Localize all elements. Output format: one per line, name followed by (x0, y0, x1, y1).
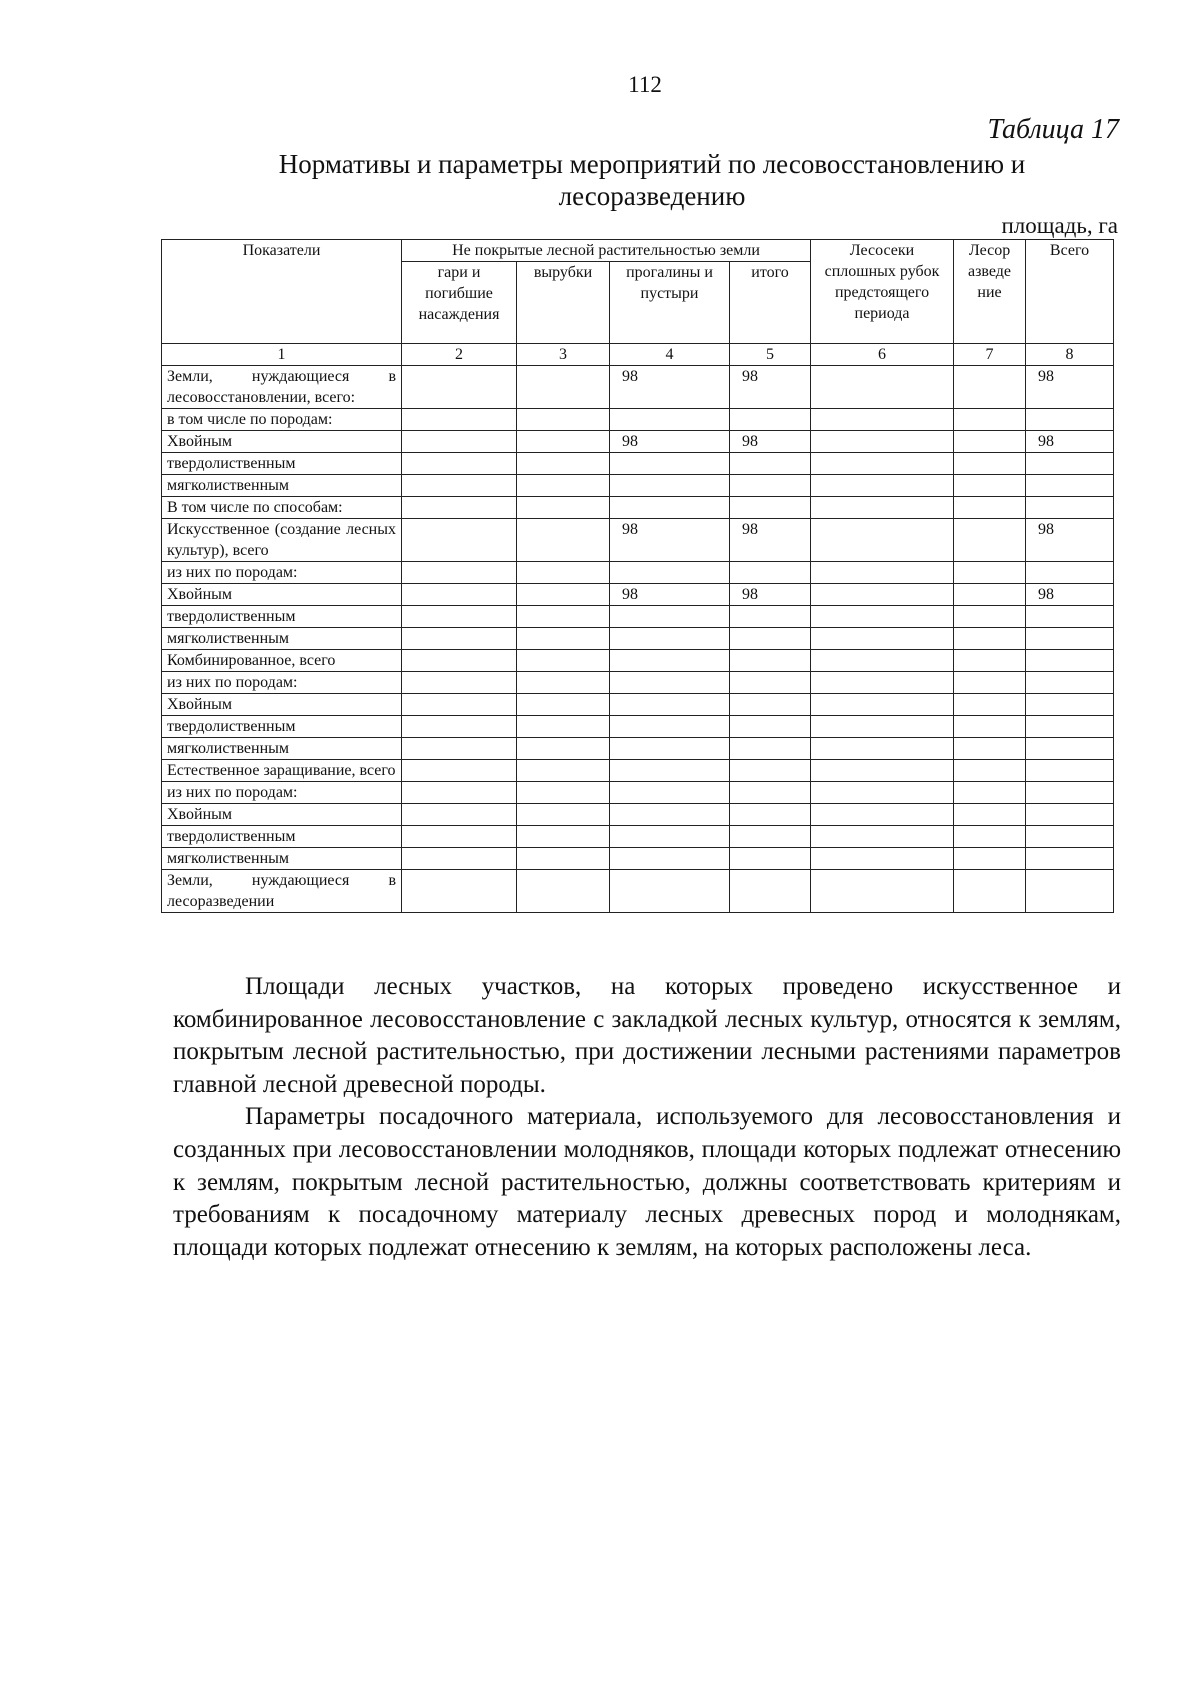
column-number: 3 (517, 344, 610, 366)
table-row (162, 409, 1114, 431)
table-row (162, 804, 1114, 826)
cell-value (517, 366, 610, 409)
cell-value (517, 606, 610, 628)
cell-value (730, 760, 811, 782)
row-label: Хвойным (162, 584, 402, 606)
cell-value (402, 760, 517, 782)
cell-value (730, 804, 811, 826)
cell-value (610, 760, 730, 782)
cell-value (730, 475, 811, 497)
cell-value (610, 804, 730, 826)
cell-value (730, 409, 811, 431)
cell-value (610, 497, 730, 519)
cell-value (610, 738, 730, 760)
cell-value (610, 606, 730, 628)
header-subtotal: итого (730, 262, 811, 344)
cell-value (811, 606, 954, 628)
cell-value (610, 694, 730, 716)
row-label: Комбинированное, всего (162, 650, 402, 672)
cell-value (1026, 782, 1114, 804)
table-row (162, 366, 1114, 409)
cell-value (954, 628, 1026, 650)
cell-value (1026, 804, 1114, 826)
cell-value: 98 (610, 366, 730, 409)
cell-value (954, 760, 1026, 782)
cell-value (517, 453, 610, 475)
cell-value (1026, 606, 1114, 628)
cell-value (811, 519, 954, 562)
column-number: 1 (162, 344, 402, 366)
cell-value (954, 870, 1026, 913)
cell-value (811, 409, 954, 431)
cell-value (954, 804, 1026, 826)
cell-value (730, 453, 811, 475)
table-row (162, 431, 1114, 453)
cell-value (402, 650, 517, 672)
cell-value (730, 826, 811, 848)
row-label: твердолиственным (162, 453, 402, 475)
cell-value: 98 (1026, 366, 1114, 409)
column-number: 5 (730, 344, 811, 366)
cell-value (402, 870, 517, 913)
table-row (162, 497, 1114, 519)
table-row (162, 584, 1114, 606)
cell-value (402, 453, 517, 475)
cell-value (730, 782, 811, 804)
row-label: Хвойным (162, 431, 402, 453)
cell-value (517, 475, 610, 497)
table-row (162, 848, 1114, 870)
cell-value (811, 826, 954, 848)
cell-value (402, 519, 517, 562)
cell-value (811, 694, 954, 716)
cell-value (811, 497, 954, 519)
cell-value (1026, 672, 1114, 694)
header-not-covered: Не покрытые лесной растительностью земли (402, 240, 811, 262)
row-label: Естественное заращивание, всего (162, 760, 402, 782)
row-label: твердолиственным (162, 606, 402, 628)
header-burned: гари и погибшие насаждения (402, 262, 517, 344)
cell-value (1026, 562, 1114, 584)
cell-value (954, 453, 1026, 475)
cell-value (402, 431, 517, 453)
cell-value (811, 431, 954, 453)
cell-value: 98 (1026, 584, 1114, 606)
row-label: Земли, нуждающиеся в лесоразведении (162, 870, 402, 913)
cell-value (402, 716, 517, 738)
cell-value: 98 (730, 366, 811, 409)
cell-value (1026, 848, 1114, 870)
cell-value (402, 782, 517, 804)
cell-value (610, 562, 730, 584)
table-row (162, 628, 1114, 650)
cell-value (402, 672, 517, 694)
header-cuttings: вырубки (517, 262, 610, 344)
row-label: Земли, нуждающиеся в лесовосстановлении, всего: (162, 366, 402, 409)
cell-value (954, 672, 1026, 694)
cell-value (811, 672, 954, 694)
cell-value (517, 431, 610, 453)
row-label: мягколиственным (162, 848, 402, 870)
row-label: мягколиственным (162, 738, 402, 760)
cell-value (811, 782, 954, 804)
cell-value (402, 848, 517, 870)
cell-value (730, 650, 811, 672)
table-row (162, 672, 1114, 694)
table-row (162, 453, 1114, 475)
cell-value (730, 497, 811, 519)
cell-value (811, 804, 954, 826)
cell-value (402, 409, 517, 431)
cell-value (610, 650, 730, 672)
cell-value (730, 716, 811, 738)
table-row (162, 760, 1114, 782)
cell-value (1026, 453, 1114, 475)
cell-value (811, 475, 954, 497)
cell-value (517, 716, 610, 738)
page-number: 112 (628, 72, 662, 97)
cell-value (954, 366, 1026, 409)
row-label: в том числе по породам: (162, 409, 402, 431)
cell-value (610, 826, 730, 848)
cell-value (1026, 409, 1114, 431)
cell-value (954, 848, 1026, 870)
cell-value (954, 519, 1026, 562)
cell-value (610, 870, 730, 913)
cell-value (811, 870, 954, 913)
cell-value (954, 738, 1026, 760)
header-afforestation: Лесор азведе ние (954, 240, 1026, 344)
cell-value (954, 584, 1026, 606)
cell-value (517, 782, 610, 804)
cell-value (517, 760, 610, 782)
table-body (162, 344, 1114, 913)
cell-value (517, 738, 610, 760)
cell-value (402, 628, 517, 650)
cell-value (517, 497, 610, 519)
norms-table (161, 239, 1114, 913)
row-label: из них по породам: (162, 672, 402, 694)
column-number: 7 (954, 344, 1026, 366)
cell-value (517, 672, 610, 694)
cell-value: 98 (1026, 519, 1114, 562)
cell-value (402, 738, 517, 760)
cell-value (517, 848, 610, 870)
row-label: мягколиственным (162, 628, 402, 650)
cell-value: 98 (730, 431, 811, 453)
table-label: Таблица 17 (987, 114, 1119, 145)
table-row (162, 519, 1114, 562)
cell-value (811, 848, 954, 870)
cell-value (517, 584, 610, 606)
table-row (162, 475, 1114, 497)
cell-value (954, 826, 1026, 848)
table-row (162, 606, 1114, 628)
row-label: Хвойным (162, 804, 402, 826)
header-glades: прогалины и пустыри (610, 262, 730, 344)
cell-value (402, 562, 517, 584)
cell-value (402, 475, 517, 497)
cell-value (954, 782, 1026, 804)
cell-value (610, 453, 730, 475)
cell-value (730, 738, 811, 760)
cell-value (811, 562, 954, 584)
cell-value (730, 848, 811, 870)
cell-value (1026, 497, 1114, 519)
column-number: 2 (402, 344, 517, 366)
paragraph: Параметры посадочного материала, используемого для лесовосстановления и созданных при лесовосстановлении молодняков, площади которых подлежат отнесению к землям, покрытым лесной растительностью, должны соответствовать критериям и требованиям к посадочному материалу лесных древесных пород и молоднякам, площади которых подлежат отнесению к землям, на которых расположены леса. (173, 1103, 1121, 1261)
cell-value: 98 (610, 431, 730, 453)
cell-value (517, 409, 610, 431)
header-total: Всего (1026, 240, 1114, 344)
cell-value (1026, 738, 1114, 760)
cell-value (610, 782, 730, 804)
cell-value (517, 650, 610, 672)
body-text (173, 971, 1121, 1264)
cell-value (954, 431, 1026, 453)
cell-value (402, 606, 517, 628)
table-row (162, 870, 1114, 913)
cell-value (1026, 628, 1114, 650)
table-row (162, 738, 1114, 760)
cell-value: 98 (610, 584, 730, 606)
cell-value (610, 672, 730, 694)
cell-value (1026, 826, 1114, 848)
cell-value (517, 826, 610, 848)
cell-value (811, 738, 954, 760)
table-title: Нормативы и параметры мероприятий по лесовосстановлению и лесоразведению (278, 149, 1026, 211)
cell-value (954, 650, 1026, 672)
cell-value (811, 628, 954, 650)
cell-value (954, 475, 1026, 497)
cell-value (730, 562, 811, 584)
cell-value: 98 (1026, 431, 1114, 453)
cell-value (517, 562, 610, 584)
table-row (162, 826, 1114, 848)
cell-value (954, 694, 1026, 716)
cell-value (811, 760, 954, 782)
cell-value (730, 672, 811, 694)
cell-value (730, 628, 811, 650)
cell-value (1026, 760, 1114, 782)
cell-value (402, 366, 517, 409)
table-row (162, 782, 1114, 804)
table-row (162, 694, 1114, 716)
cell-value: 98 (730, 519, 811, 562)
row-label: твердолиственным (162, 826, 402, 848)
column-number: 4 (610, 344, 730, 366)
cell-value (402, 584, 517, 606)
cell-value (610, 848, 730, 870)
cell-value (1026, 694, 1114, 716)
cell-value (730, 606, 811, 628)
cell-value (517, 694, 610, 716)
cell-value (954, 497, 1026, 519)
cell-value (811, 453, 954, 475)
cell-value (402, 826, 517, 848)
cell-value (954, 562, 1026, 584)
cell-value (730, 694, 811, 716)
unit-label: площадь, га (1001, 213, 1118, 238)
cell-value (811, 584, 954, 606)
cell-value (610, 475, 730, 497)
cell-value (954, 716, 1026, 738)
cell-value (1026, 650, 1114, 672)
column-number: 6 (811, 344, 954, 366)
cell-value (517, 804, 610, 826)
header-clearcuts: Лесосеки сплошных рубок предстоящего периода (811, 240, 954, 344)
table-row (162, 650, 1114, 672)
cell-value (517, 628, 610, 650)
cell-value (402, 694, 517, 716)
cell-value (811, 650, 954, 672)
cell-value (811, 716, 954, 738)
cell-value (1026, 716, 1114, 738)
row-label: твердолиственным (162, 716, 402, 738)
table-row (162, 716, 1114, 738)
cell-value (610, 409, 730, 431)
cell-value (1026, 475, 1114, 497)
table-row (162, 562, 1114, 584)
cell-value (517, 519, 610, 562)
cell-value (730, 870, 811, 913)
cell-value (954, 606, 1026, 628)
cell-value (517, 870, 610, 913)
cell-value (402, 804, 517, 826)
cell-value (811, 366, 954, 409)
row-label: Искусственное (создание лесных культур), всего (162, 519, 402, 562)
cell-value (1026, 870, 1114, 913)
row-label: Хвойным (162, 694, 402, 716)
row-label: В том числе по способам: (162, 497, 402, 519)
row-label: из них по породам: (162, 782, 402, 804)
row-label: мягколиственным (162, 475, 402, 497)
column-numbers-row (162, 344, 1114, 366)
cell-value (610, 628, 730, 650)
cell-value (402, 497, 517, 519)
header-indicators: Показатели (162, 240, 402, 344)
row-label: из них по породам: (162, 562, 402, 584)
paragraph: Площади лесных участков, на которых проведено искусственное и комбинированное лесовосстановление с закладкой лесных культур, относятся к землям, покрытым лесной растительностью, при достижении лесными растениями параметров главной лесной древесной породы. (173, 973, 1121, 1098)
cell-value (954, 409, 1026, 431)
cell-value (610, 716, 730, 738)
cell-value: 98 (730, 584, 811, 606)
cell-value: 98 (610, 519, 730, 562)
column-number: 8 (1026, 344, 1114, 366)
